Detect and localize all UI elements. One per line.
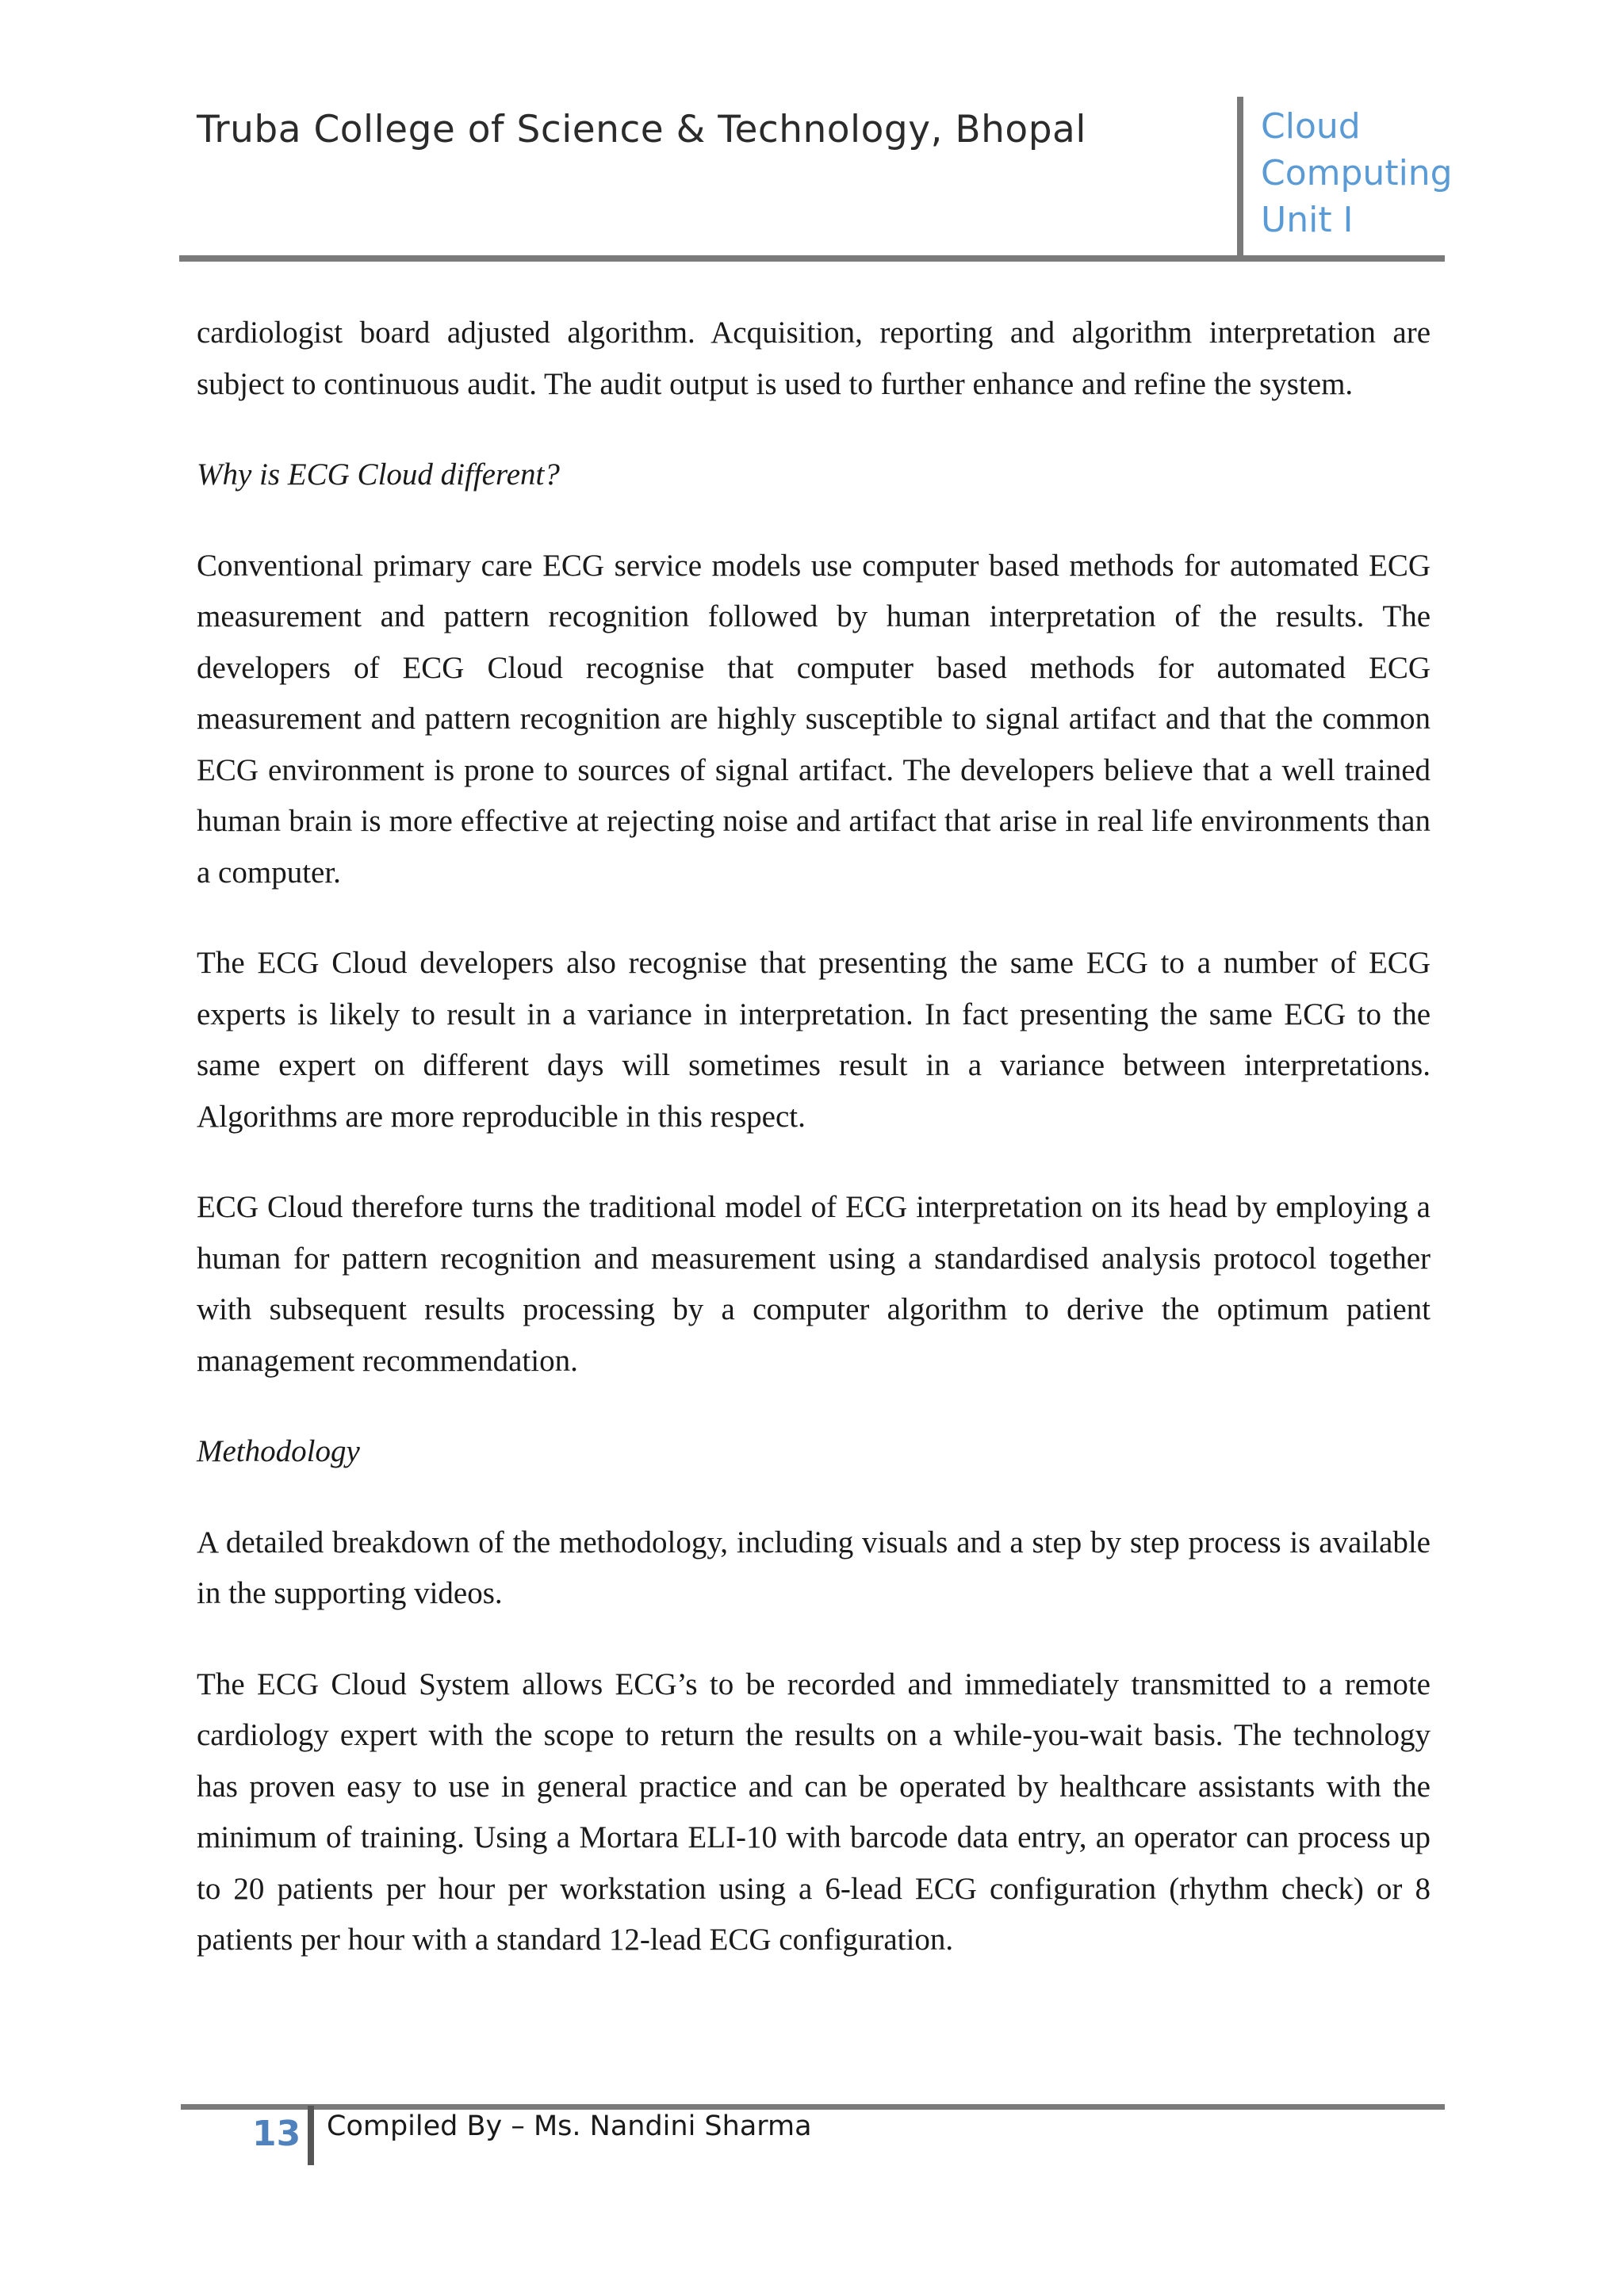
body-paragraph: The ECG Cloud System allows ECG’s to be recorded and immediately transmitted to a remote cardiology expert with the scope to return the results on a while-you-wait basis. The technology has proven easy to use in general practice and can be operated by healthcare assistants with the minimum of training. Using a Mortara ELI-10 with barcode data entry, an operator can process up to 20 patients per hour per workstation using a 6-lead ECG configuration (rhythm check) or 8 patients per hour with a standard 12-lead ECG configuration. — [197, 1667, 1431, 1957]
section-heading: Methodology — [197, 1434, 360, 1468]
subject-line-2: Computing — [1261, 153, 1453, 193]
section-heading: Why is ECG Cloud different? — [197, 457, 560, 492]
document-body — [197, 308, 1431, 2006]
subject-line-3: Unit I — [1261, 200, 1354, 240]
body-paragraph: cardiologist board adjusted algorithm. Acquisition, reporting and algorithm interpretation are subject to continuous audit. The audit output is used to further enhance and refine the system. — [197, 316, 1431, 401]
body-paragraph: Conventional primary care ECG service models use computer based methods for automated ECG measurement and pattern recognition followed by human interpretation of the results. The developers of ECG Cloud recognise that computer based methods for automated ECG measurement and pattern recognition are highly susceptible to signal artifact and that the common ECG environment is prone to sources of signal artifact. The developers believe that a well trained human brain is more effective at rejecting noise and artifact that arise in real life environments than a computer. — [197, 548, 1431, 890]
footer-rule — [181, 2104, 1445, 2110]
compiled-by-text: Compiled By – Ms. Nandini Sharma — [327, 2110, 812, 2142]
institution-title: Truba College of Science & Technology, Bhopal — [197, 108, 1086, 151]
body-paragraph: The ECG Cloud developers also recognise that presenting the same ECG to a number of ECG experts is likely to result in a variance in interpretation. In fact presenting the same ECG to the same expert on different days will sometimes result in a variance between interpretations. Algorithms are more reproducible in this respect. — [197, 946, 1431, 1134]
body-paragraph: A detailed breakdown of the methodology, including visuals and a step by step process is available in the supporting videos. — [197, 1525, 1431, 1610]
body-paragraph: ECG Cloud therefore turns the traditional model of ECG interpretation on its head by employing a human for pattern recognition and measurement using a standardised analysis protocol together with subsequent results processing by a computer algorithm to derive the optimum patient management recommendation. — [197, 1190, 1431, 1378]
header-rule — [179, 255, 1445, 262]
page-number: 13 — [252, 2114, 301, 2154]
footer-divider — [308, 2106, 314, 2165]
subject-label — [1261, 103, 1453, 243]
subject-line-1: Cloud — [1261, 106, 1361, 147]
header-divider — [1237, 97, 1243, 260]
